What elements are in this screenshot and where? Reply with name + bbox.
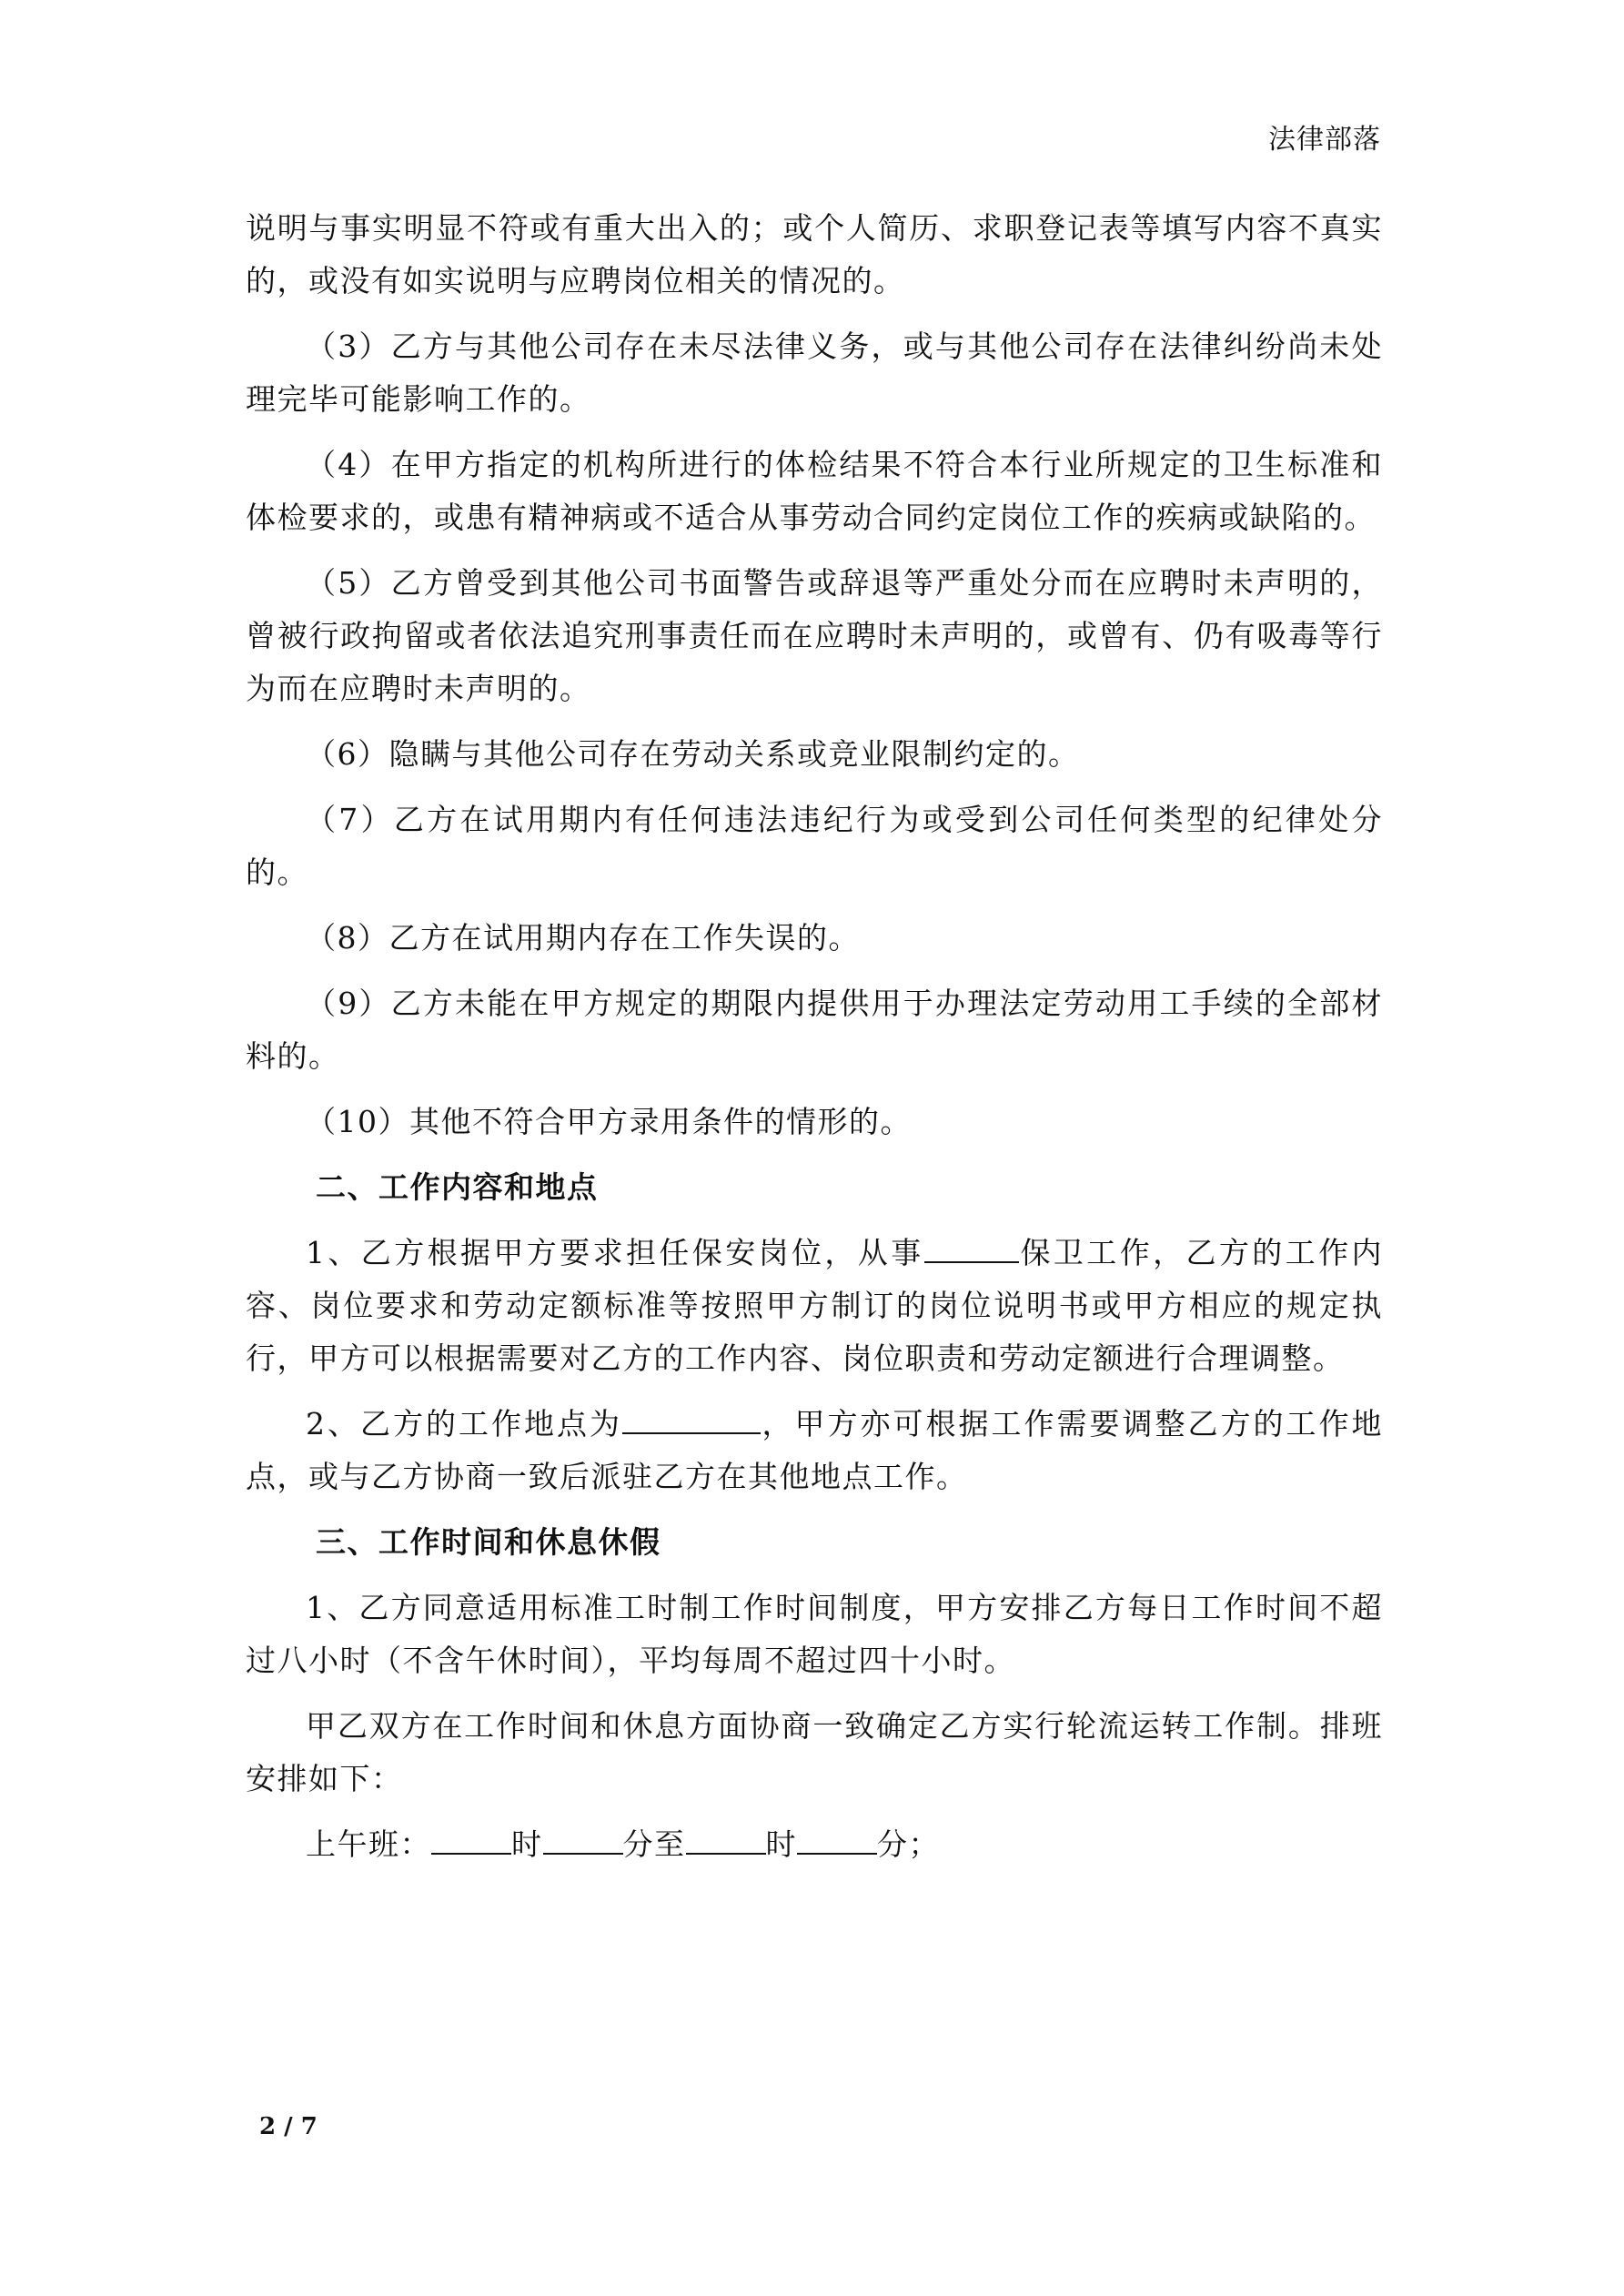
work-content-paragraph	[246, 1227, 1383, 1385]
minute-end: 分；	[877, 1826, 940, 1862]
work-hours-paragraph: 1、乙方同意适用标准工时制工作时间制度，甲方安排乙方每日工作时间不超过八小时（不含午休时间），平均每周不超过四十小时。	[246, 1590, 1383, 1678]
work-location-text-start: 2、乙方的工作地点为	[306, 1406, 622, 1441]
page-number: 2 / 7	[259, 2113, 318, 2140]
document-body	[246, 202, 1383, 1884]
clause-9: （9）乙方未能在甲方规定的期限内提供用于办理法定劳动用工手续的全部材料的。	[246, 986, 1383, 1074]
work-content-text-end: 保卫工作，乙方的工作内容、岗位要求和劳动定额标准等按照甲方制订的岗位说明书或甲方相应的规定执行，甲方可以根据需要对乙方的工作内容、岗位职责和劳动定额进行合理调整。	[246, 1235, 1384, 1376]
paragraph-continuation: 说明与事实明显不符或有重大出入的；或个人简历、求职登记表等填写内容不真实的，或没有如实说明与应聘岗位相关的情况的。	[246, 210, 1383, 298]
shift-arrangement-paragraph: 甲乙双方在工作时间和休息方面协商一致确定乙方实行轮流运转工作制。排班安排如下：	[246, 1708, 1383, 1796]
minute-to: 分至	[622, 1826, 686, 1862]
shift-label: 上午班：	[306, 1826, 431, 1862]
section-heading-work-content: 二、工作内容和地点	[316, 1169, 599, 1205]
work-location-blank	[622, 1402, 761, 1434]
section-heading-work-hours: 三、工作时间和休息休假	[316, 1524, 661, 1560]
hour-unit-end: 时	[765, 1826, 797, 1862]
clause-4: （4）在甲方指定的机构所进行的体检结果不符合本行业所规定的卫生标准和体检要求的，或患有精神病或不适合从事劳动合同约定岗位工作的疾病或缺陷的。	[246, 447, 1383, 535]
clause-7: （7）乙方在试用期内有任何违法违纪行为或受到公司任何类型的纪律处分的。	[246, 802, 1383, 890]
clause-8: （8）乙方在试用期内存在工作失误的。	[306, 920, 860, 956]
end-minute-blank	[797, 1823, 877, 1855]
work-type-blank	[924, 1231, 1019, 1263]
start-hour-blank	[431, 1823, 511, 1855]
clause-10: （10）其他不符合甲方录用条件的情形的。	[306, 1104, 912, 1139]
morning-shift-line	[246, 1818, 1383, 1871]
end-hour-blank	[686, 1823, 766, 1855]
clause-3: （3）乙方与其他公司存在未尽法律义务，或与其他公司存在法律纠纷尚未处理完毕可能影响工作的。	[246, 329, 1383, 417]
page-header-brand: 法律部落	[1268, 124, 1381, 156]
hour-unit: 时	[511, 1826, 543, 1862]
work-content-text-start: 1、乙方根据甲方要求担任保安岗位，从事	[306, 1235, 924, 1270]
clause-5: （5）乙方曾受到其他公司书面警告或辞退等严重处分而在应聘时未声明的，曾被行政拘留或者依法追究刑事责任而在应聘时未声明的，或曾有、仍有吸毒等行为而在应聘时未声明的。	[246, 565, 1383, 706]
work-location-text-end: ，甲方亦可根据工作需要调整乙方的工作地点，或与乙方协商一致后派驻乙方在其他地点工作。	[246, 1406, 1383, 1494]
work-location-paragraph	[246, 1398, 1383, 1503]
start-minute-blank	[543, 1823, 623, 1855]
clause-6: （6）隐瞒与其他公司存在劳动关系或竞业限制约定的。	[306, 736, 1080, 772]
